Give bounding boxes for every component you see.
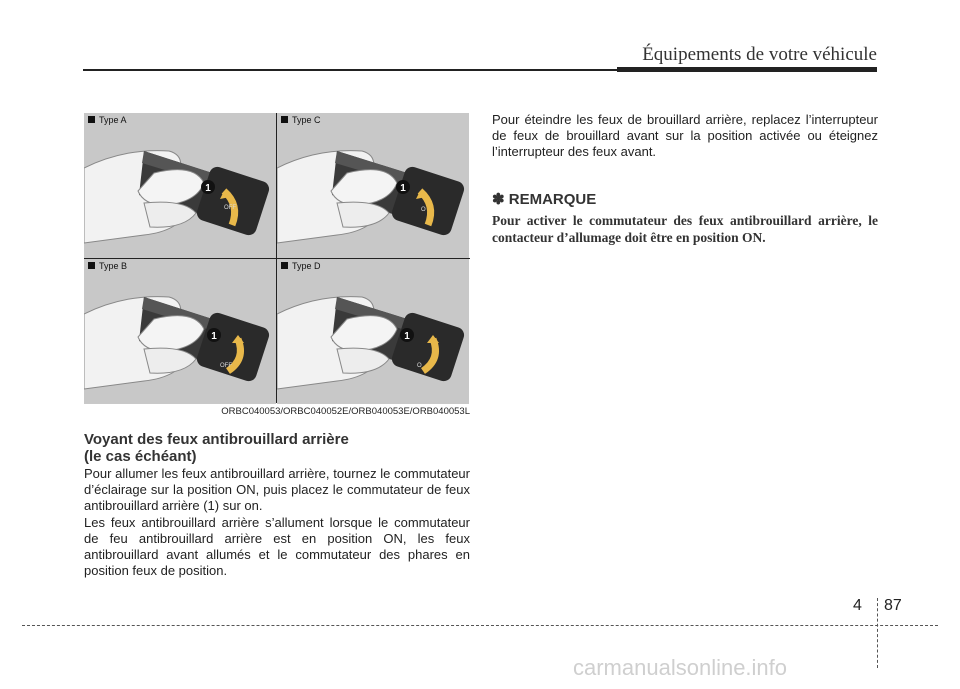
switch-off-label: OFF xyxy=(220,363,232,369)
figure-stalk-switch xyxy=(84,113,470,403)
figure-caption: ORBC040053/ORBC040052E/ORB040053E/ORB040053L xyxy=(221,406,470,417)
figure-panel-type-b xyxy=(84,259,276,404)
chapter-number: 4 xyxy=(853,597,862,614)
stalk-illustration xyxy=(84,113,276,258)
remark-text: Pour activer le commutateur des feux antibrouillard arrière, le contacteur d’allumage doit être en position ON. xyxy=(492,213,878,245)
panel-label-text: Type B xyxy=(99,261,128,271)
remark-symbol-icon: ✽ xyxy=(492,191,505,208)
switch-off-label: OFF xyxy=(224,205,236,211)
panel-label-text: Type A xyxy=(99,115,127,125)
right-paragraph: Pour éteindre les feux de brouillard arrière, replacez l’interrupteur de feux de brouillard avant sur la position activée ou éteignez l’interrupteur des feux avant. xyxy=(492,112,878,159)
page-number: 87 xyxy=(884,597,902,614)
indicator-1-label: 1 xyxy=(205,183,211,194)
stalk-illustration xyxy=(277,113,469,258)
indicator-1-label: 1 xyxy=(211,331,217,342)
switch-o-label: O xyxy=(417,363,422,369)
header-rule xyxy=(83,69,617,71)
section-heading-line1: Voyant des feux antibrouillard arrière xyxy=(84,431,349,448)
panel-label xyxy=(88,115,127,125)
panel-label xyxy=(281,261,321,271)
footer-rule xyxy=(22,625,938,626)
indicator-1-label: 1 xyxy=(404,331,410,342)
section-heading-line2: (le cas échéant) xyxy=(84,448,197,465)
panel-label xyxy=(281,115,321,125)
panel-label xyxy=(88,261,127,271)
remark-heading xyxy=(492,190,596,208)
stalk-illustration xyxy=(84,259,276,403)
switch-o-label: O xyxy=(421,207,426,213)
watermark: carmanualsonline.info xyxy=(573,655,788,680)
figure-panel-type-c xyxy=(277,113,469,258)
remark-title: REMARQUE xyxy=(508,191,597,208)
header-rule-thick xyxy=(617,67,877,72)
indicator-1-label: 1 xyxy=(400,183,406,194)
page-header-title: Équipements de votre véhicule xyxy=(642,44,877,65)
panel-label-text: Type D xyxy=(292,261,321,271)
section-heading xyxy=(84,431,474,465)
figure-panel-type-a xyxy=(84,113,276,258)
panel-label-text: Type C xyxy=(292,115,321,125)
section-paragraph-2: Les feux antibrouillard arrière s’allument lorsque le commutateur de feu antibrouillard arrière est en position ON, les feux antibrouillard avant allumés et le commutateur des phares en position feux de position. xyxy=(84,515,470,578)
figure-divider-horizontal xyxy=(84,258,470,259)
figure-panel-type-d xyxy=(277,259,469,404)
stalk-illustration xyxy=(277,259,469,403)
footer-separator xyxy=(877,598,878,668)
section-paragraph-1: Pour allumer les feux antibrouillard arrière, tournez le commutateur d’éclairage sur la position ON, puis placez le commutateur de feux antibrouillard arrière (1) sur on. xyxy=(84,466,470,513)
